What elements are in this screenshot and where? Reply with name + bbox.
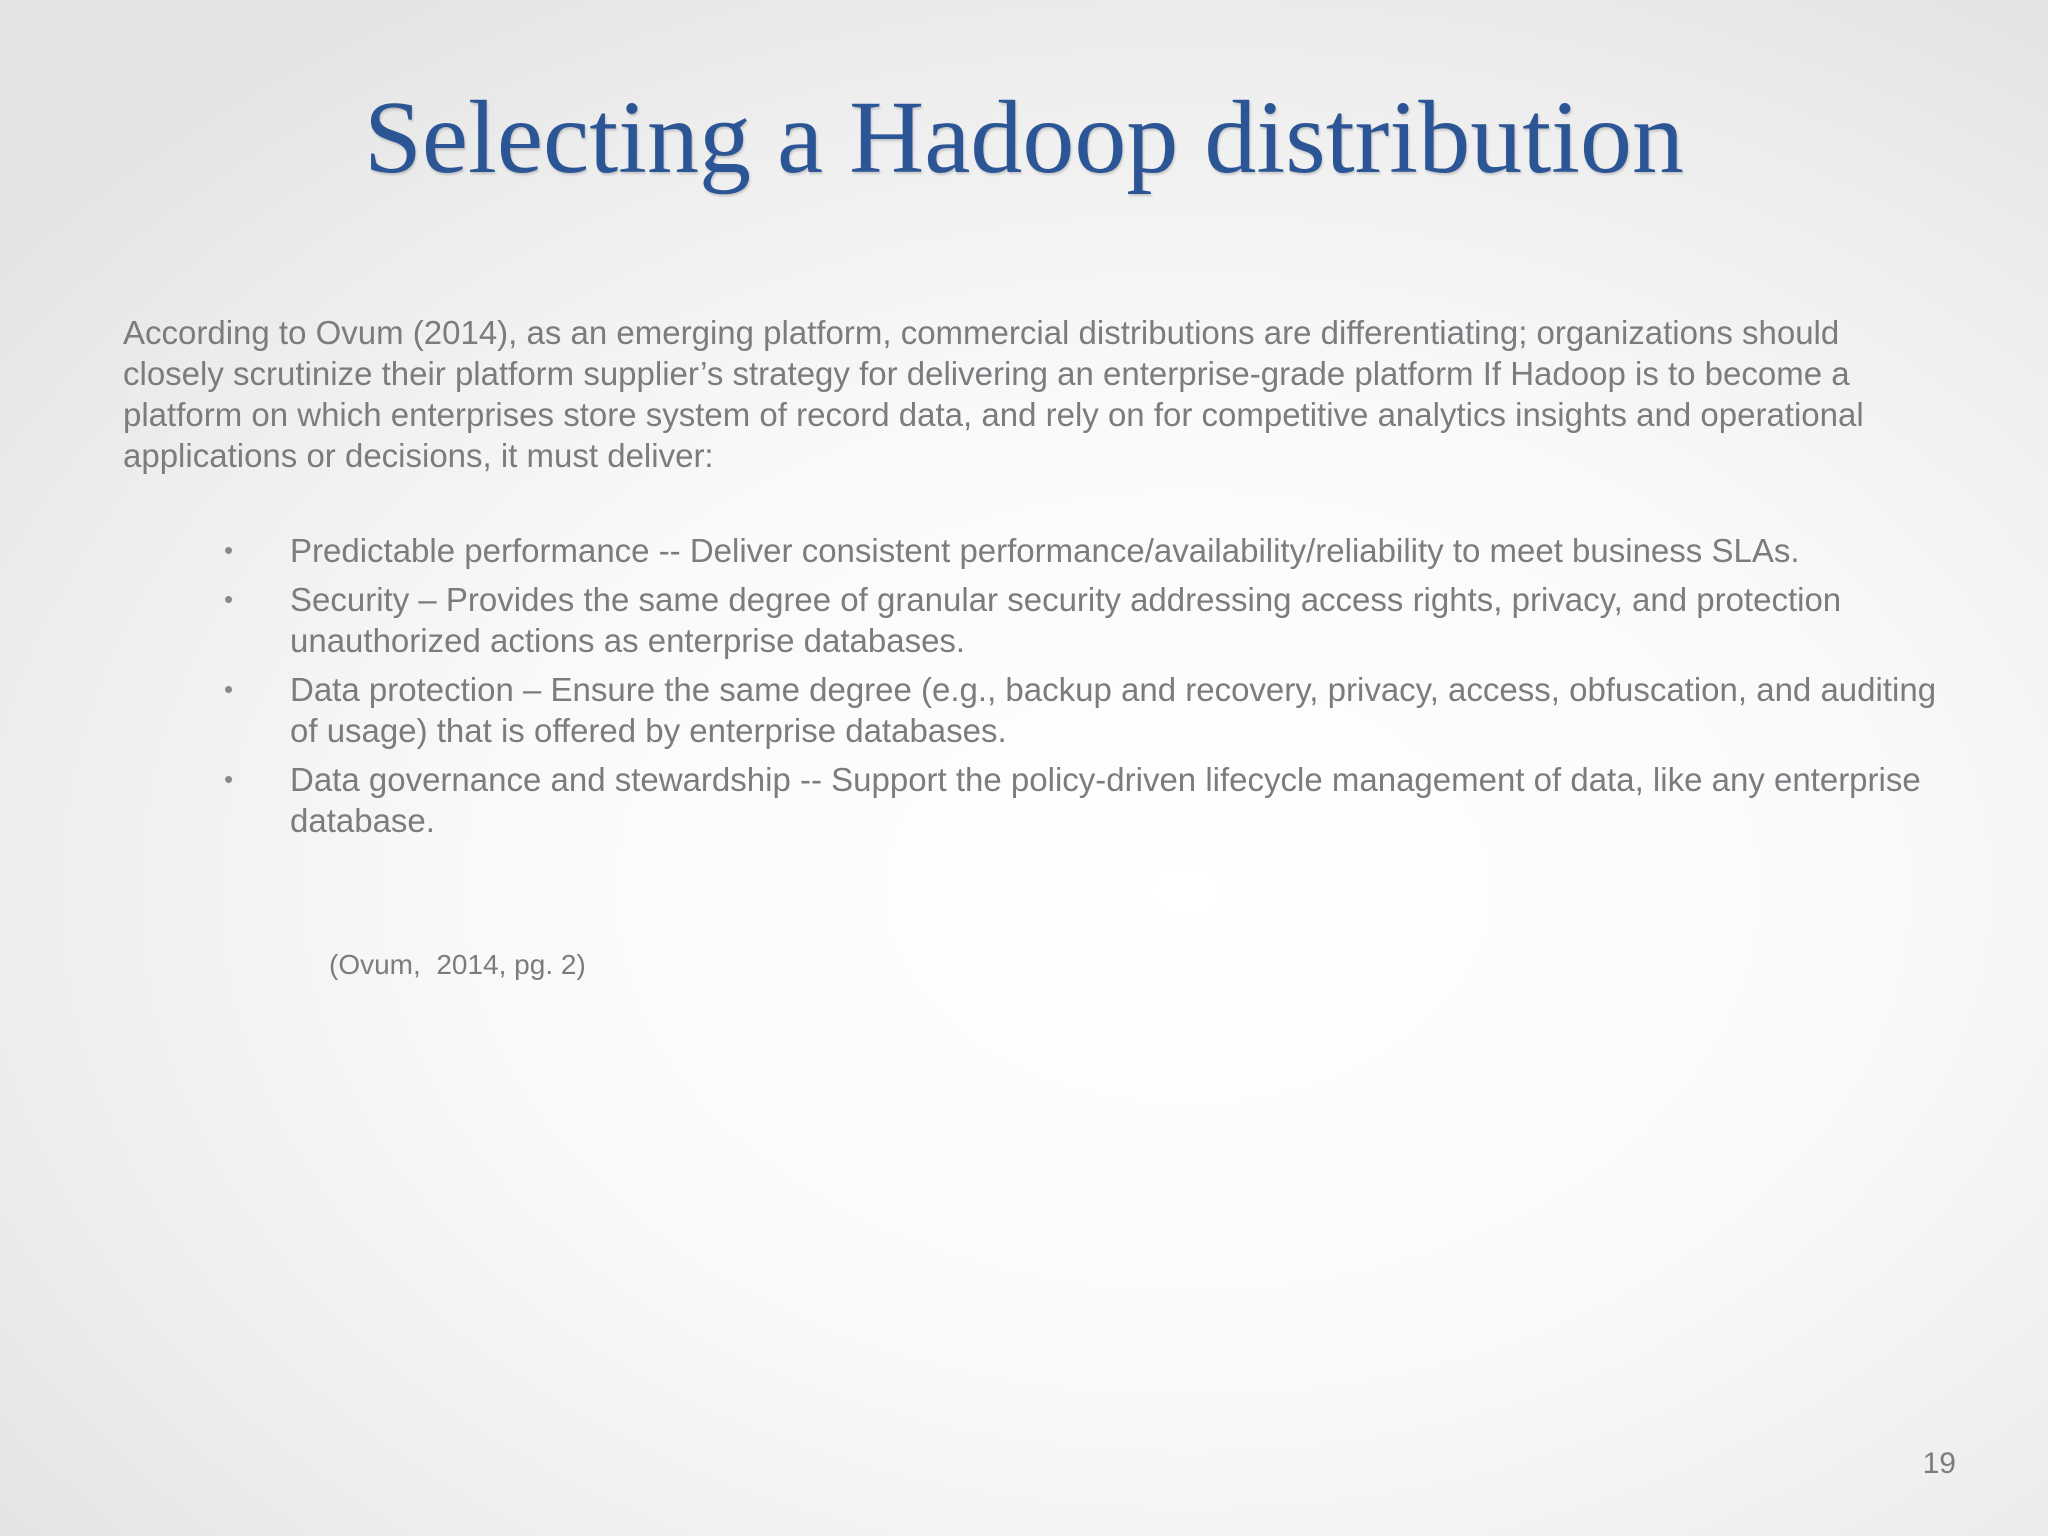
bullet-item [218, 669, 1938, 751]
bullet-icon: • [224, 674, 234, 704]
bullet-text: Predictable performance -- Deliver consistent performance/availability/reliability to meet business SLAs. [290, 532, 1800, 569]
bullet-item [218, 530, 1938, 571]
slide-title: Selecting a Hadoop distribution [363, 80, 1684, 195]
bullet-text: Data protection – Ensure the same degree (e.g., backup and recovery, privacy, access, obfuscation, and auditing of usage) that is offered by enterprise databases. [290, 671, 1937, 749]
bullet-text: Data governance and stewardship -- Support the policy-driven lifecycle management of data, like any enterprise database. [290, 761, 1921, 839]
intro-paragraph: According to Ovum (2014), as an emerging platform, commercial distributions are differentiating; organizations should closely scrutinize their platform supplier’s strategy for delivering an enterprise-grade platform If Hadoop is to become a platform on which enterprises store system of record data, and rely on for competitive analytics insights and operational applications or decisions, it must deliver: [123, 314, 1864, 474]
slide-number: 19 [1922, 1447, 1956, 1480]
citation: (Ovum, 2014, pg. 2) [329, 949, 586, 980]
bullet-item [218, 579, 1938, 661]
bullet-icon: • [224, 584, 234, 614]
bullet-list [218, 530, 1938, 849]
bullet-item [218, 759, 1938, 841]
bullet-text: Security – Provides the same degree of granular security addressing access rights, privacy, and protection unauthorized actions as enterprise databases. [290, 581, 1842, 659]
bullet-icon: • [224, 535, 234, 565]
bullet-icon: • [224, 764, 234, 794]
